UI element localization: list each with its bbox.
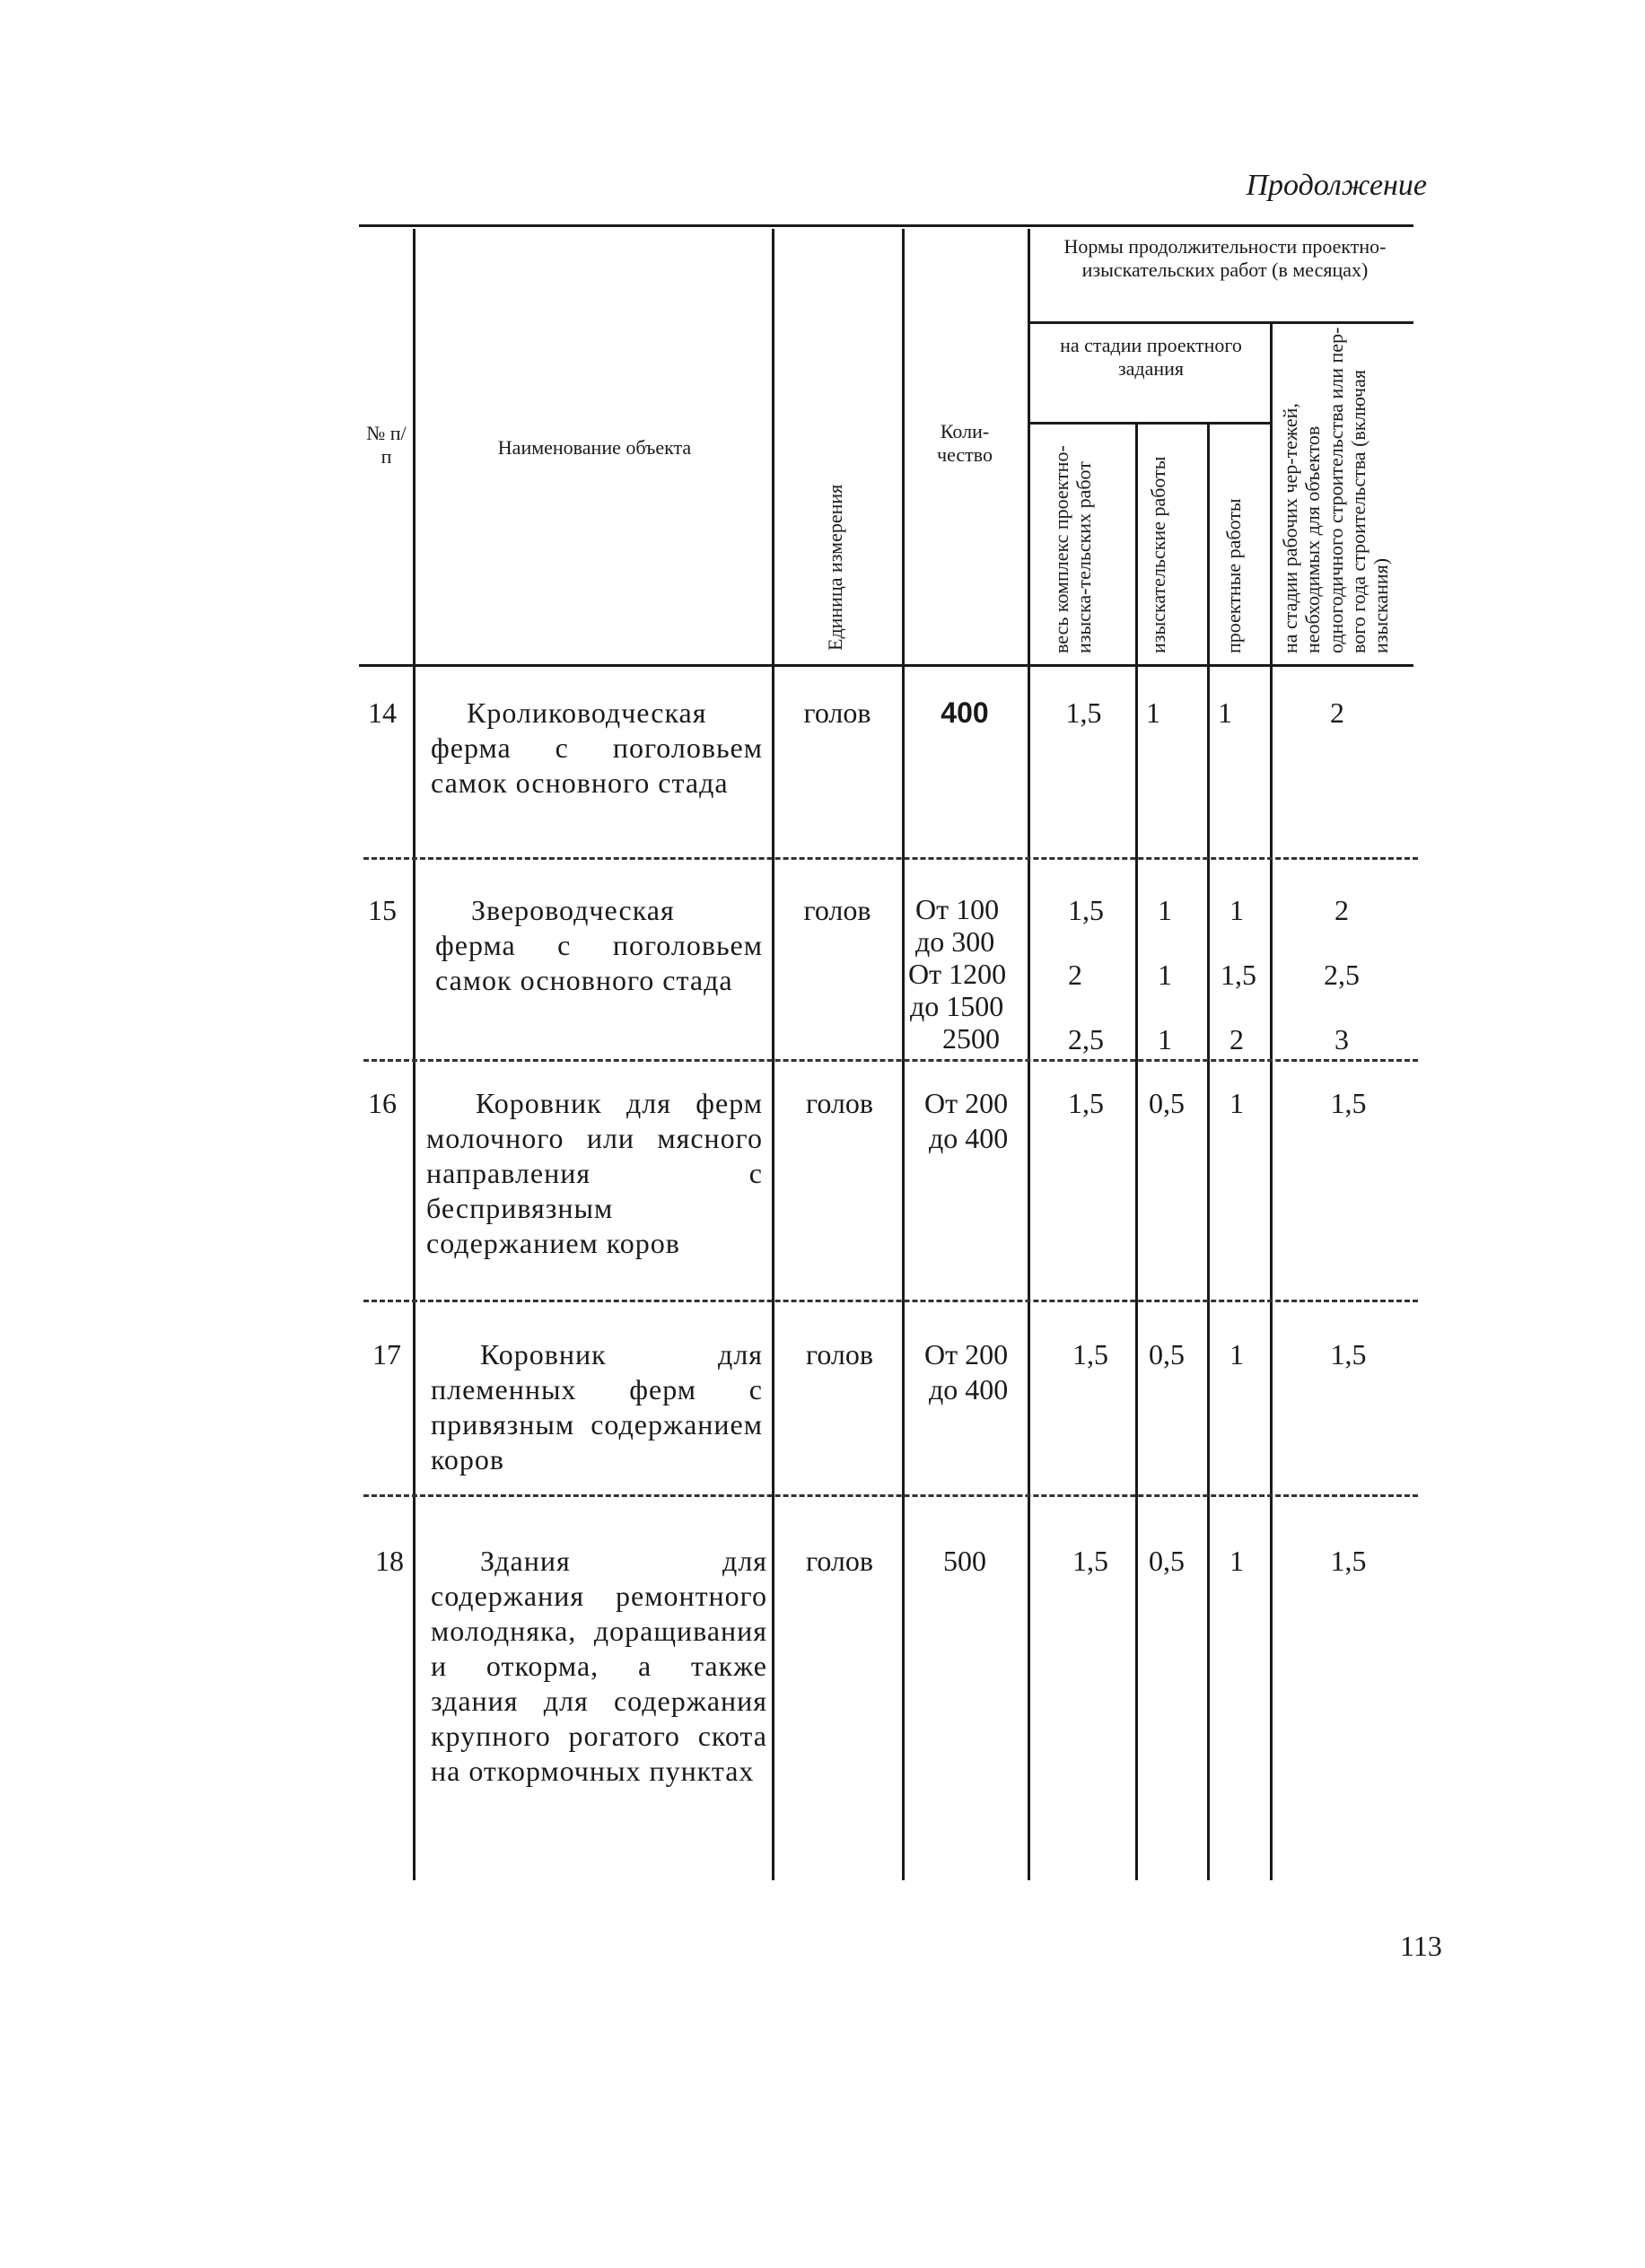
- design-cell: 1: [1229, 1087, 1244, 1119]
- row-number: 16: [368, 1087, 397, 1119]
- working-cell: 2: [1334, 894, 1349, 926]
- survey-cell: 0,5: [1149, 1338, 1185, 1370]
- quantity-cell: до 300: [915, 925, 995, 958]
- header-bottom-rule: [359, 664, 1413, 667]
- object-name: Здания для содержания ремонтного молодняка, доращивания и откорма, а также здания для содержания крупного рогатого скота на откормочных пунктах: [431, 1545, 767, 1787]
- header-project-stage: на стадии проектного задания: [1060, 334, 1242, 381]
- quantity-cell: до 400: [929, 1122, 1009, 1154]
- quantity-cell: 2500: [942, 1022, 1000, 1055]
- header-unit: Единица измерения: [824, 484, 846, 651]
- working-cell: 1,5: [1330, 1338, 1367, 1370]
- total-cell: 1,5: [1065, 696, 1102, 729]
- total-cell: 1,5: [1068, 894, 1104, 926]
- total-cell: 1,5: [1072, 1338, 1108, 1370]
- header-norms-group: Нормы продолжительности проектно-изыскательских работ (в месяцах): [1063, 235, 1387, 282]
- unit-cell: голов: [803, 894, 871, 926]
- quantity-cell: до 400: [929, 1373, 1009, 1405]
- quantity-cell: От 1200: [908, 958, 1007, 990]
- row-separator: [363, 1494, 1418, 1497]
- total-cell: 2,5: [1068, 1023, 1104, 1055]
- survey-cell: 0,5: [1149, 1545, 1185, 1577]
- row-separator: [363, 857, 1418, 860]
- total-cell: 1,5: [1068, 1087, 1104, 1119]
- working-cell: 2,5: [1324, 959, 1360, 991]
- row-number: 18: [375, 1545, 404, 1577]
- row-number: 14: [368, 696, 397, 729]
- project-stage-rule: [1028, 422, 1270, 425]
- row-number: 15: [368, 894, 397, 926]
- unit-cell: голов: [806, 1087, 873, 1119]
- header-name: Наименование объекта: [497, 436, 692, 459]
- object-name: Коровник для ферм молочного или мясного направления с беспривязным содержанием коров: [426, 1087, 763, 1259]
- quantity-cell: 500: [943, 1545, 986, 1577]
- col-line-unit: [772, 229, 774, 1880]
- total-cell: 1,5: [1072, 1545, 1108, 1577]
- total-cell: 2: [1068, 959, 1082, 991]
- working-cell: 1,5: [1330, 1087, 1367, 1119]
- quantity-cell: От 200: [924, 1338, 1009, 1370]
- quantity-cell: 400: [941, 696, 989, 729]
- survey-cell: 1: [1146, 696, 1160, 729]
- design-cell: 1: [1229, 1545, 1244, 1577]
- design-cell: 1: [1229, 894, 1244, 926]
- design-cell: 1: [1218, 696, 1232, 729]
- working-cell: 1,5: [1330, 1545, 1367, 1577]
- unit-cell: голов: [806, 1338, 873, 1370]
- unit-cell: голов: [806, 1545, 873, 1577]
- design-cell: 2: [1229, 1023, 1244, 1055]
- survey-cell: 1: [1158, 1023, 1172, 1055]
- col-line-qty: [902, 229, 905, 1880]
- col-line-working: [1270, 323, 1273, 1880]
- header-col-total: весь комплекс проектно-изыска-тельских работ: [1050, 445, 1096, 653]
- col-line-survey: [1135, 422, 1138, 1880]
- object-name: Кролиководческая ферма с поголовьем самок основного стада: [431, 696, 763, 799]
- quantity-cell: От 200: [924, 1087, 1009, 1119]
- row-separator: [363, 1059, 1418, 1062]
- continuation-label: Продолжение: [1246, 169, 1427, 202]
- design-cell: 1: [1229, 1338, 1244, 1370]
- col-line-name: [413, 229, 416, 1880]
- header-no: № п/п: [366, 422, 407, 468]
- col-line-design: [1207, 422, 1210, 1880]
- working-cell: 2: [1330, 696, 1344, 729]
- header-col-design: проектные работы: [1222, 498, 1245, 653]
- working-cell: 3: [1334, 1023, 1349, 1055]
- row-number: 17: [372, 1338, 401, 1370]
- table-top-rule: [359, 224, 1413, 227]
- page-number: 113: [1400, 1930, 1442, 1962]
- row-separator: [363, 1300, 1418, 1302]
- object-name: Звероводческая ферма с поголовьем самок основного стада: [435, 894, 763, 996]
- header-col-working: на стадии рабочих чер-тежей, необходимых для объектов одногодичного строительства или пер-вого года строительства (включая изыскания): [1279, 327, 1393, 653]
- quantity-cell: до 1500: [910, 990, 1004, 1022]
- unit-cell: голов: [803, 696, 871, 729]
- quantity-cell: От 100: [915, 893, 1000, 925]
- header-quantity: Коли-чество: [937, 420, 993, 467]
- survey-cell: 1: [1158, 894, 1172, 926]
- survey-cell: 1: [1158, 959, 1172, 991]
- header-col-survey: изыскательские работы: [1147, 456, 1169, 653]
- design-cell: 1,5: [1221, 959, 1256, 991]
- survey-cell: 0,5: [1149, 1087, 1185, 1119]
- object-name: Коровник для племенных ферм с привязным содержанием коров: [431, 1338, 763, 1476]
- col-line-total: [1028, 229, 1030, 1880]
